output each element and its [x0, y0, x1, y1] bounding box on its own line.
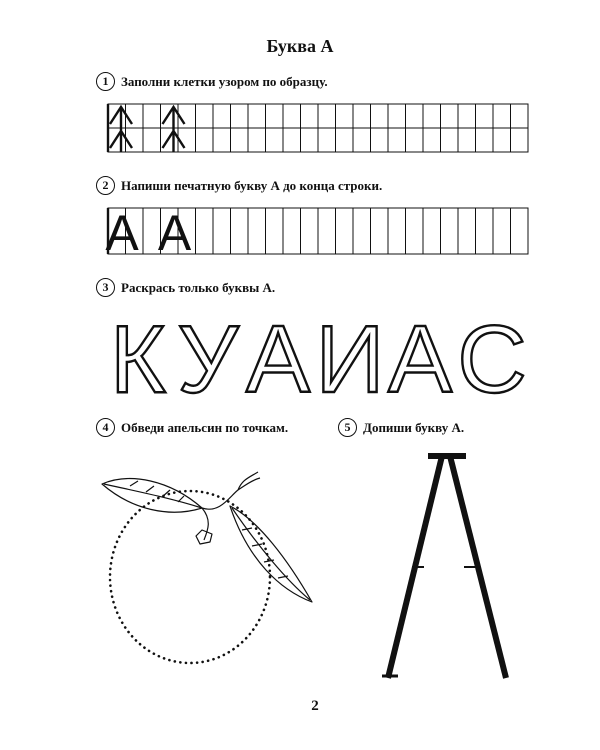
pattern-grid-top-cell[interactable]	[318, 104, 336, 128]
pattern-grid-bottom-cell[interactable]	[476, 128, 494, 152]
outline-letter-3[interactable]: А	[245, 306, 311, 413]
letter-writing-grid[interactable]	[105, 205, 528, 261]
task-3-number: 3	[96, 278, 115, 297]
pattern-grid-bottom-cell[interactable]	[441, 128, 459, 152]
pattern-grid-top-cell[interactable]	[388, 104, 406, 128]
letter-grid-cell[interactable]	[336, 208, 354, 254]
pattern-grid-bottom-cell[interactable]	[196, 128, 214, 152]
letter-grid-cell[interactable]	[388, 208, 406, 254]
task-4-number: 4	[96, 418, 115, 437]
pattern-grid-top-cell[interactable]	[266, 104, 284, 128]
sample-letter-a: A	[105, 205, 139, 261]
right-leaf	[230, 506, 312, 602]
letter-grid-cell[interactable]	[318, 208, 336, 254]
task-1	[96, 72, 328, 91]
task-5	[338, 418, 464, 437]
outline-letter-6[interactable]: С	[457, 306, 527, 413]
letter-grid-cell[interactable]	[196, 208, 214, 254]
orange-drawing[interactable]	[90, 450, 330, 680]
pattern-grid-top-cell[interactable]	[493, 104, 511, 128]
outline-letter-2[interactable]: У	[177, 306, 239, 413]
pattern-grid-bottom-cell[interactable]	[248, 128, 266, 152]
pattern-grid-bottom-cell[interactable]	[371, 128, 389, 152]
pattern-grid-top-cell[interactable]	[143, 104, 161, 128]
letter-grid-cell[interactable]	[248, 208, 266, 254]
letter-grid-cell[interactable]	[458, 208, 476, 254]
pattern-grid-top-cell[interactable]	[441, 104, 459, 128]
page-number: 2	[311, 698, 319, 714]
branch	[202, 472, 260, 509]
pattern-grid-bottom-cell[interactable]	[388, 128, 406, 152]
letter-grid-cell[interactable]	[301, 208, 319, 254]
letter-grid-cell[interactable]	[283, 208, 301, 254]
letter-grid-cell[interactable]	[406, 208, 424, 254]
pattern-grid-top-cell[interactable]	[511, 104, 529, 128]
sample-letter-a: A	[157, 205, 192, 261]
pattern-grid-bottom-cell[interactable]	[353, 128, 371, 152]
pattern-grid-bottom-cell[interactable]	[231, 128, 249, 152]
task-2	[96, 176, 382, 195]
letter-grid-cell[interactable]	[441, 208, 459, 254]
task-5-number: 5	[338, 418, 357, 437]
task-2-number: 2	[96, 176, 115, 195]
pattern-grid-bottom-cell[interactable]	[213, 128, 231, 152]
pattern-grid-top-cell[interactable]	[476, 104, 494, 128]
pattern-grid-top-cell[interactable]	[196, 104, 214, 128]
task-5-text: Допиши букву А.	[363, 419, 465, 435]
letter-grid-cell[interactable]	[231, 208, 249, 254]
letter-a-to-complete[interactable]	[380, 450, 520, 690]
letter-grid-cell[interactable]	[371, 208, 389, 254]
pattern-grid-top-cell[interactable]	[248, 104, 266, 128]
letter-grid-cell[interactable]	[353, 208, 371, 254]
pattern-grid-top-cell[interactable]	[371, 104, 389, 128]
pattern-grid-bottom-cell[interactable]	[406, 128, 424, 152]
pattern-grid-bottom-cell[interactable]	[493, 128, 511, 152]
pattern-grid-bottom-cell[interactable]	[511, 128, 529, 152]
letter-grid-cell[interactable]	[213, 208, 231, 254]
pattern-grid-bottom-cell[interactable]	[266, 128, 284, 152]
pattern-grid-top-cell[interactable]	[283, 104, 301, 128]
outline-letter-4[interactable]: И	[315, 306, 385, 413]
page-title: Буква А	[266, 36, 334, 56]
pattern-grid-top-cell[interactable]	[423, 104, 441, 128]
pattern-grid-top-cell[interactable]	[301, 104, 319, 128]
task-3	[96, 278, 275, 297]
letter-grid-cell[interactable]	[476, 208, 494, 254]
outline-letters-row	[100, 306, 530, 413]
pattern-grid-top-cell[interactable]	[406, 104, 424, 128]
pattern-grid-top-cell[interactable]	[458, 104, 476, 128]
pattern-grid[interactable]	[108, 104, 528, 154]
task-1-number: 1	[96, 72, 115, 91]
task-4	[96, 418, 288, 437]
pattern-grid-bottom-cell[interactable]	[458, 128, 476, 152]
pattern-grid-bottom-cell[interactable]	[283, 128, 301, 152]
pattern-grid-bottom-cell[interactable]	[301, 128, 319, 152]
pattern-grid-bottom-cell[interactable]	[143, 128, 161, 152]
pattern-grid-bottom-cell[interactable]	[336, 128, 354, 152]
task-2-text: Напиши печатную букву А до конца строки.	[121, 177, 383, 193]
task-1-text: Заполни клетки узором по образцу.	[121, 73, 328, 89]
pattern-grid-top-cell[interactable]	[353, 104, 371, 128]
pattern-grid-top-cell[interactable]	[213, 104, 231, 128]
outline-letter-5[interactable]: А	[387, 306, 453, 413]
letter-grid-cell[interactable]	[266, 208, 284, 254]
pattern-grid-top-cell[interactable]	[336, 104, 354, 128]
pattern-grid-top-cell[interactable]	[231, 104, 249, 128]
task-4-text: Обведи апельсин по точкам.	[121, 419, 289, 435]
stem-cap	[196, 530, 212, 544]
letter-grid-cell[interactable]	[423, 208, 441, 254]
letter-grid-cell[interactable]	[493, 208, 511, 254]
letter-grid-cell[interactable]	[511, 208, 529, 254]
pattern-grid-bottom-cell[interactable]	[423, 128, 441, 152]
pattern-sample	[110, 107, 132, 152]
outline-letter-1[interactable]: К	[110, 306, 166, 413]
pattern-grid-bottom-cell[interactable]	[318, 128, 336, 152]
pattern-sample	[163, 107, 185, 152]
task-3-text: Раскрась только буквы А.	[121, 279, 276, 295]
